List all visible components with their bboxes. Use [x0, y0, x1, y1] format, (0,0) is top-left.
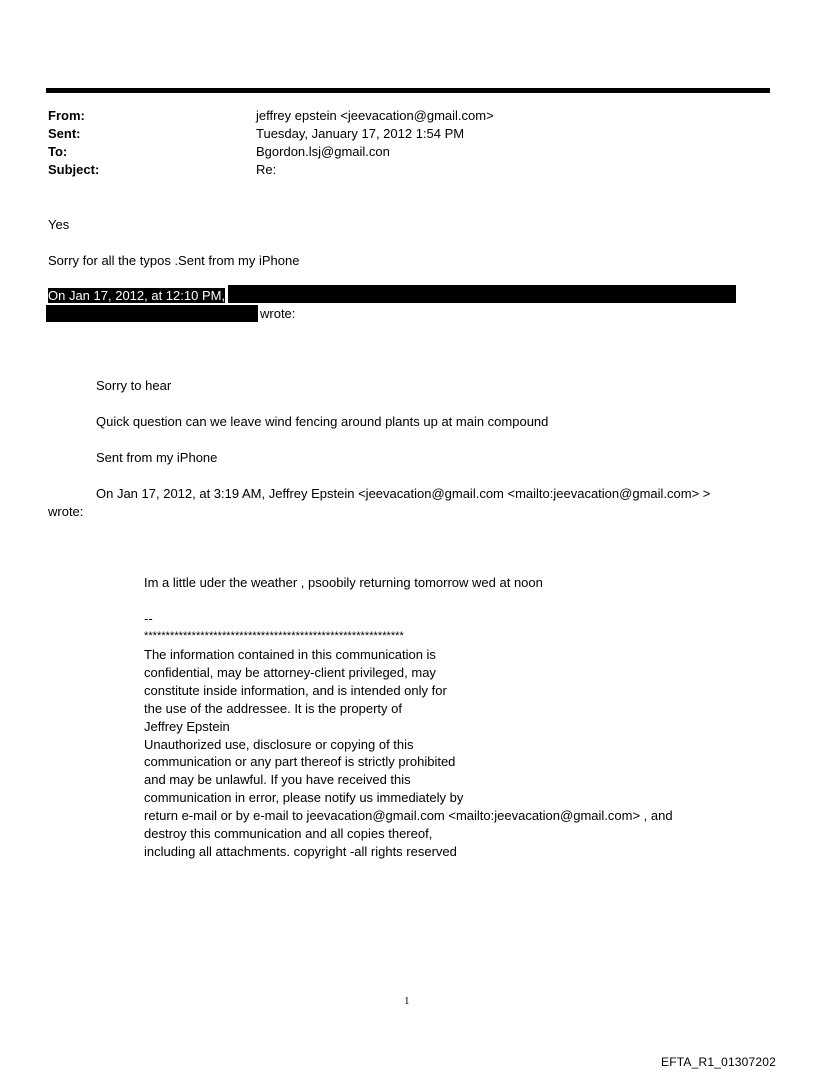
bates-number: EFTA_R1_01307202 [661, 1055, 777, 1069]
disclaimer-line: confidential, may be attorney-client privileged, may [144, 664, 436, 680]
to-value: Bgordon.lsj@gmail.con [256, 144, 390, 159]
signature-stars: ************************************************************ [144, 630, 404, 642]
disclaimer-line: destroy this communication and all copies thereof, [144, 826, 433, 842]
disclaimer-line: Unauthorized use, disclosure or copying of this [144, 736, 414, 752]
reply-text: Yes [48, 217, 70, 232]
disclaimer-line: the use of the addressee. It is the property of [144, 700, 402, 716]
sent-value: Tuesday, January 17, 2012 1:54 PM [256, 126, 465, 141]
quote2-line: Im a little uder the weather , psoobily returning tomorrow wed at noon [144, 575, 543, 590]
signature-dashes: -- [144, 611, 153, 626]
disclaimer-line: The information contained in this communication is [144, 647, 436, 662]
to-label: To: [48, 144, 68, 159]
subject-label: Subject: [48, 162, 100, 177]
header-rule [46, 88, 770, 93]
disclaimer-line: Jeffrey Epstein [144, 718, 230, 734]
disclaimer-line: communication in error, please notify us immediately by [144, 790, 464, 806]
from-label: From: [48, 108, 85, 123]
from-value: jeffrey epstein <jeevacation@gmail.com> [256, 108, 494, 123]
quote1-line: Sorry to hear [96, 378, 172, 393]
redaction-bar [46, 305, 258, 322]
disclaimer-line: constitute inside information, and is intended only for [144, 682, 447, 698]
quote1-intro [48, 287, 225, 305]
reply-signature: Sorry for all the typos .Sent from my iPhone [48, 253, 300, 268]
quote2-intro: On Jan 17, 2012, at 3:19 AM, Jeffrey Epstein <jeevacation@gmail.com <mailto:jeevacation@gmail.com> > [96, 486, 711, 501]
sent-label: Sent: [48, 126, 81, 141]
redaction-bar [228, 285, 736, 303]
disclaimer-line: return e-mail or by e-mail to jeevacation@gmail.com <mailto:jeevacation@gmail.com> , and [144, 808, 673, 824]
disclaimer-line: communication or any part thereof is strictly prohibited [144, 754, 456, 770]
quote1-line: Quick question can we leave wind fencing around plants up at main compound [96, 414, 549, 429]
quote1-wrote: wrote: [260, 306, 296, 321]
quote1-line: Sent from my iPhone [96, 450, 218, 465]
page-number: 1 [404, 995, 410, 1007]
disclaimer-line: including all attachments. copyright -all rights reserved [144, 843, 457, 859]
quote1-intro-text: On Jan 17, 2012, at 12:10 PM, [48, 288, 226, 303]
subject-value: Re: [256, 162, 277, 177]
quote2-wrote: wrote: [48, 504, 84, 519]
disclaimer-block [144, 646, 673, 861]
disclaimer-line: and may be unlawful. If you have received this [144, 772, 411, 788]
